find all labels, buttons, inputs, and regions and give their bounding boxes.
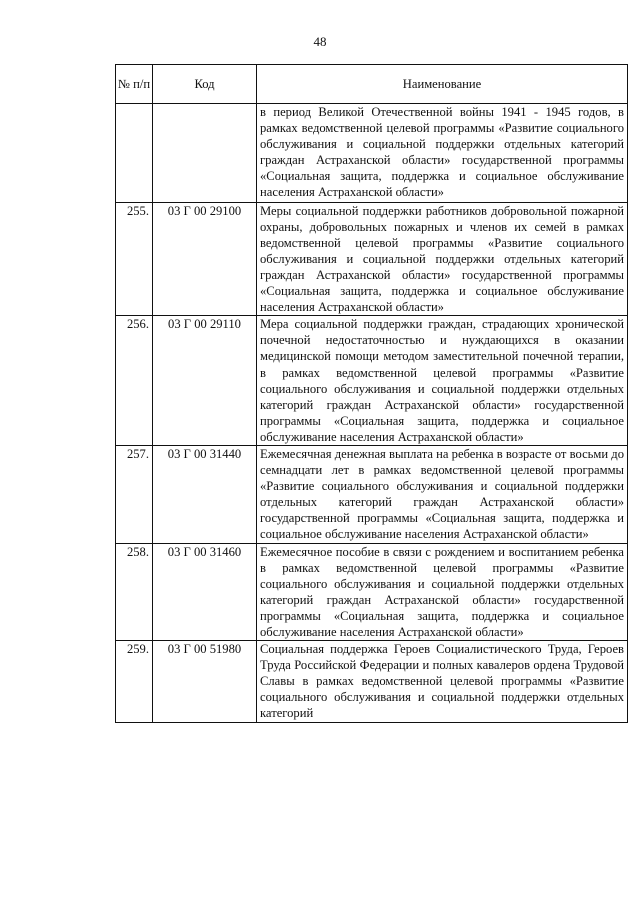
continuation-name-cell: в период Великой Отечественной войны 1941 - 1945 годов, в рамках ведомственной целевой программы «Развитие социального обслуживания и социальной поддержки отдельных категорий граждан Астраханской области» государственной программы «Социальная защита, поддержка и социальное обслуживание населения Астраханской области»: [257, 104, 628, 203]
table-row: [116, 641, 628, 722]
table-header: [116, 65, 628, 104]
header-code: Код: [153, 65, 257, 104]
continuation-row: [116, 104, 628, 203]
row-num: 257.: [116, 445, 153, 543]
row-num: 259.: [116, 641, 153, 722]
row-num: 258.: [116, 543, 153, 641]
row-name: Меры социальной поддержки работников добровольной пожарной охраны, добровольных пожарных и членов их семей в рамках ведомственной целевой программы «Развитие социального обслуживания и социальной поддержки отдельных категорий граждан Астраханской области» государственной программы «Социальная защита, поддержка и социальное обслуживание населения Астраханской области»: [257, 202, 628, 316]
page-number: 48: [313, 34, 327, 49]
row-code: 03 Г 00 29100: [153, 202, 257, 316]
row-name: Социальная поддержка Героев Социалистического Труда, Героев Труда Российской Федерации и полных кавалеров ордена Трудовой Славы в рамках ведомственной целевой программы «Развитие социального обслуживания и социальной поддержки отдельных категорий: [257, 641, 628, 722]
continuation-code-cell: [153, 104, 257, 203]
continuation-num-cell: [116, 104, 153, 203]
table-row: [116, 445, 628, 543]
table-row: [116, 316, 628, 446]
table-body: [116, 104, 628, 723]
row-name: Мера социальной поддержки граждан, страдающих хронической почечной недостаточностью и нуждающихся в оказании медицинской помощи методом заместительной почечной терапии, в рамках ведомственной целевой программы «Развитие социального обслуживания и социальной поддержки отдельных категорий граждан Астраханской области» государственной программы «Социальная защита, поддержка и социальное обслуживание населения Астраханской области»: [257, 316, 628, 446]
header-num: № п/п: [116, 65, 153, 104]
row-num: 255.: [116, 202, 153, 316]
row-code: 03 Г 00 31460: [153, 543, 257, 641]
row-code: 03 Г 00 51980: [153, 641, 257, 722]
table-row: [116, 202, 628, 316]
header-name: Наименование: [257, 65, 628, 104]
row-name: Ежемесячная денежная выплата на ребенка в возрасте от восьми до семнадцати лет в рамках ведомственной целевой программы «Развитие социального обслуживания и социальной поддержки отдельных категорий граждан Астраханской области» государственной программы «Социальная защита, поддержка и социальное обслуживание населения Астраханской области»: [257, 445, 628, 543]
row-num: 256.: [116, 316, 153, 446]
row-code: 03 Г 00 29110: [153, 316, 257, 446]
row-code: 03 Г 00 31440: [153, 445, 257, 543]
registry-table: [115, 64, 628, 723]
table-row: [116, 543, 628, 641]
header-row: [116, 65, 628, 104]
row-name: Ежемесячное пособие в связи с рождением и воспитанием ребенка в рамках ведомственной целевой программы «Развитие социального обслуживания и социальной поддержки отдельных категорий граждан Астраханской области» государственной программы «Социальная защита, поддержка и социальное обслуживание населения Астраханской области»: [257, 543, 628, 641]
